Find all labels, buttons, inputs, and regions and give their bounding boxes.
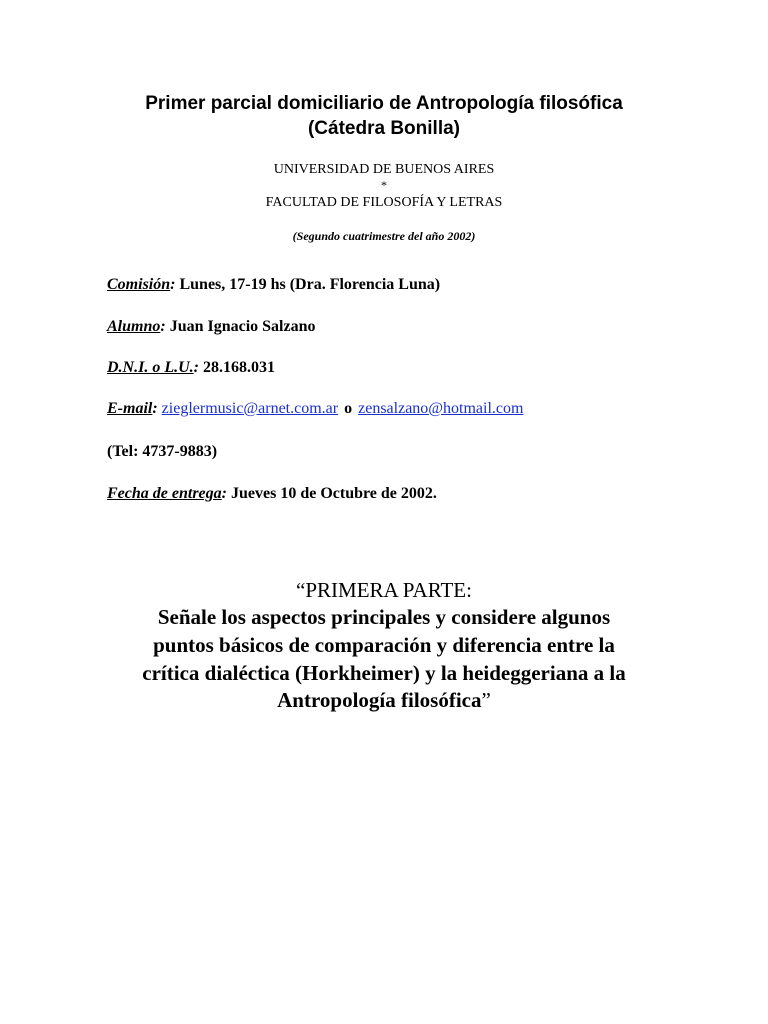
question-line-1: Señale los aspectos principales y considere algunos [157, 605, 611, 629]
field-email [107, 399, 523, 419]
field-comision-value: Lunes, 17-19 hs (Dra. Florencia Luna) [175, 276, 441, 293]
term-period: (Segundo cuatrimestre del año 2002) [292, 229, 476, 243]
question-line-4-text: Antropología filosófica [277, 688, 482, 712]
question-close-quote: ” [481, 688, 491, 712]
field-tel-value: (Tel: 4737-9883) [107, 443, 218, 460]
field-dni [107, 358, 275, 378]
field-comision [107, 275, 440, 295]
field-fecha-value: Jueves 10 de Octubre de 2002. [226, 485, 437, 502]
field-dni-colon: : [193, 359, 199, 376]
question-line-4 [0, 686, 768, 714]
document-subtitle: (Cátedra Bonilla) [307, 118, 461, 139]
field-email-label: E-mail [107, 400, 153, 417]
field-fecha-colon: : [221, 485, 227, 502]
field-dni-label: D.N.I. o L.U. [107, 359, 194, 376]
field-dni-value: 28.168.031 [199, 359, 275, 376]
university-name: UNIVERSIDAD DE BUENOS AIRES [273, 162, 495, 177]
field-comision-colon: : [170, 276, 176, 293]
field-alumno [107, 317, 316, 337]
email-link-2[interactable]: zensalzano@hotmail.com [358, 400, 524, 417]
question-line-3: crítica dialéctica (Horkheimer) y la heideggeriana a la [142, 661, 626, 685]
question-heading: “PRIMERA PARTE: [296, 578, 472, 602]
email-separator: o [344, 400, 353, 417]
field-alumno-value: Juan Ignacio Salzano [165, 318, 316, 335]
email-link-1[interactable]: zieglermusic@arnet.com.ar [161, 400, 339, 417]
field-tel [107, 442, 217, 462]
document-title: Primer parcial domiciliario de Antropología filosófica [145, 93, 623, 114]
question-line-2: puntos básicos de comparación y diferencia entre la [153, 633, 615, 657]
field-fecha [107, 484, 437, 504]
header-separator: * [381, 178, 387, 192]
field-email-colon: : [152, 400, 158, 417]
field-alumno-label: Alumno [107, 318, 161, 335]
field-fecha-label: Fecha de entrega [107, 485, 222, 502]
field-comision-label: Comisión [107, 276, 171, 293]
field-alumno-colon: : [160, 318, 166, 335]
faculty-name: FACULTAD DE FILOSOFÍA Y LETRAS [265, 195, 503, 210]
